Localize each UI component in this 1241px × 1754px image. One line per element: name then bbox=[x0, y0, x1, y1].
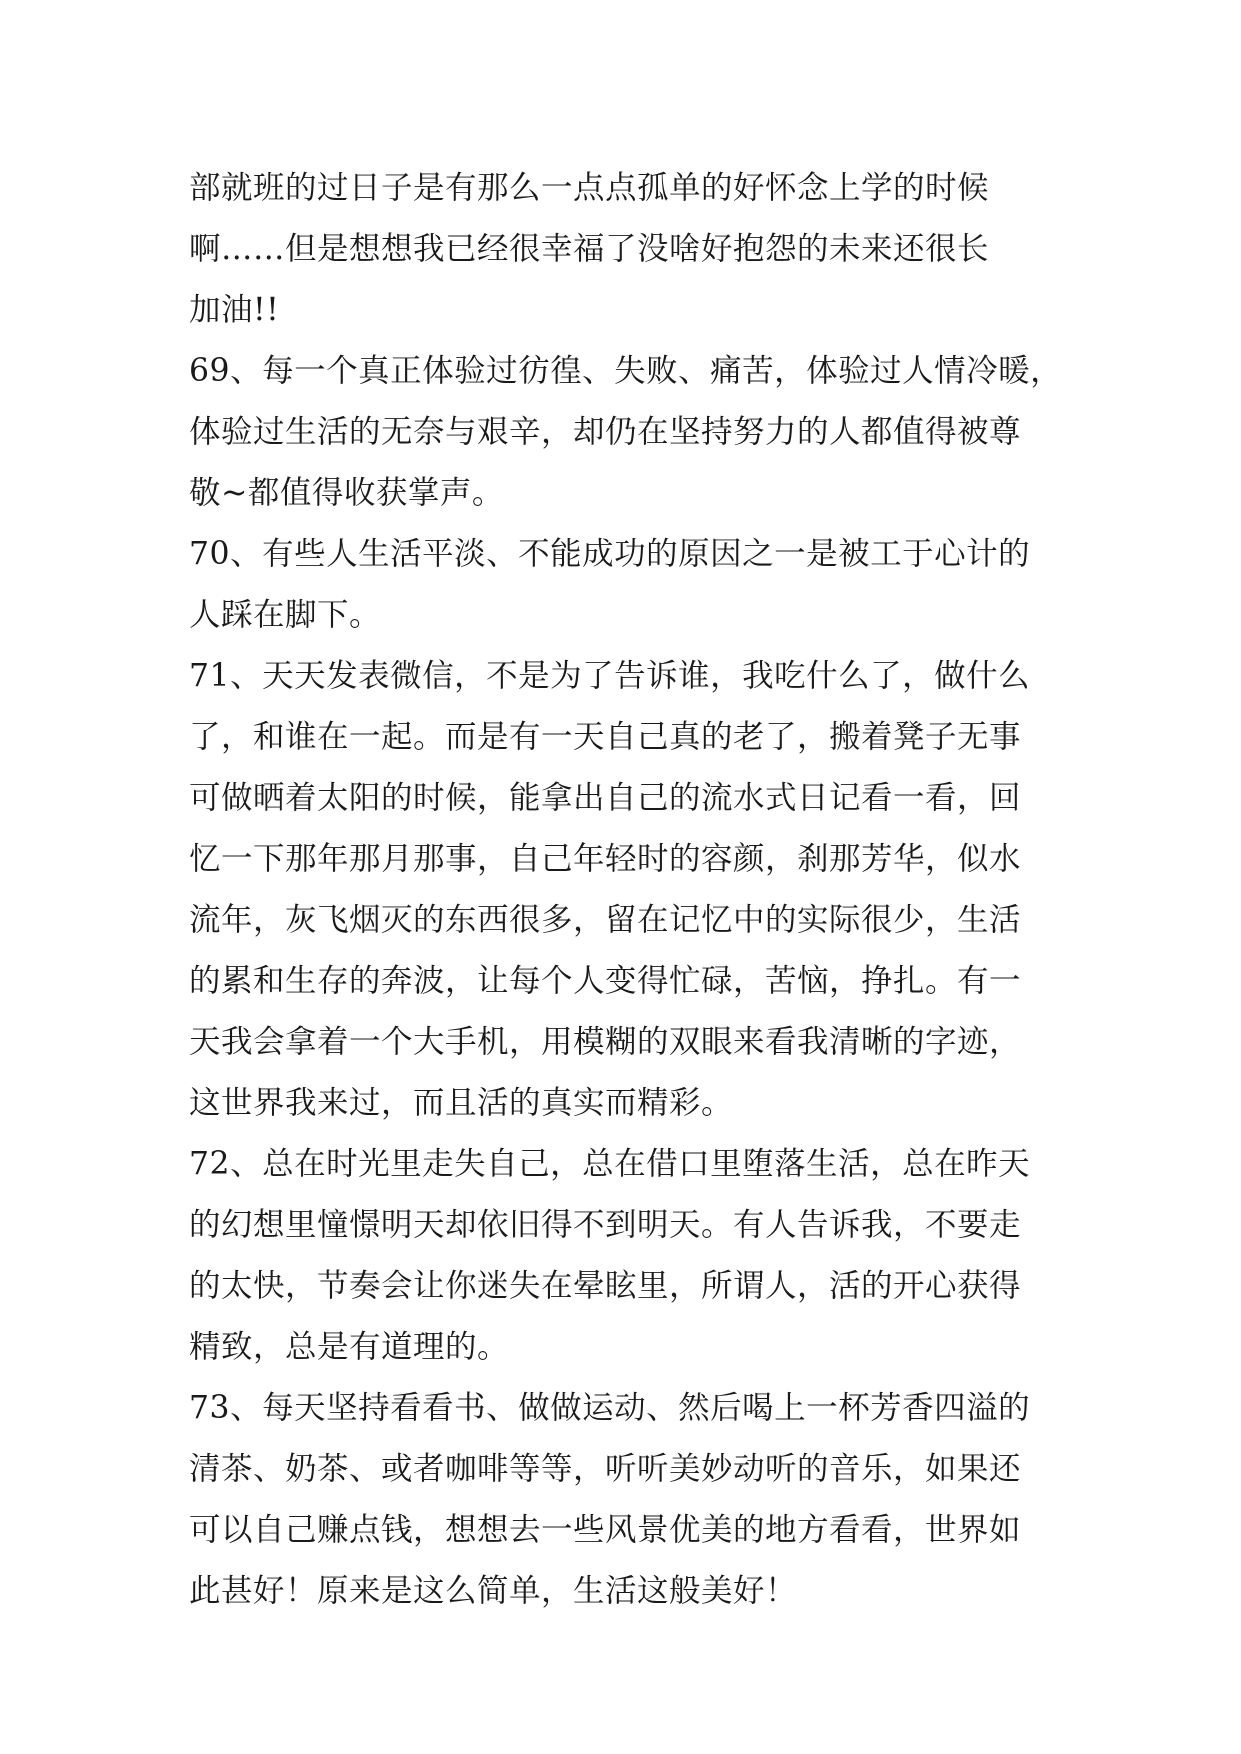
text-line: 的幻想里憧憬明天却依旧得不到明天。有人告诉我，不要走 bbox=[189, 1207, 1022, 1243]
text-line: 忆一下那年那月那事，自己年轻时的容颜，刹那芳华，似水 bbox=[189, 841, 1022, 877]
text-line: 69、每一个真正体验过彷徨、失败、痛苦，体验过人情冷暖， bbox=[189, 353, 1063, 389]
text-line: 此甚好！原来是这么简单，生活这般美好！ bbox=[189, 1573, 798, 1609]
text-line: 敬~都值得收获掌声。 bbox=[189, 475, 504, 511]
text-line: 清茶、奶茶、或者咖啡等等，听听美妙动听的音乐，如果还 bbox=[189, 1451, 1022, 1487]
text-line: 73、每天坚持看看书、做做运动、然后喝上一杯芳香四溢的 bbox=[189, 1390, 1031, 1426]
text-line: 可做晒着太阳的时候，能拿出自己的流水式日记看一看，回 bbox=[189, 780, 1022, 816]
text-line: 精致，总是有道理的。 bbox=[189, 1329, 510, 1365]
text-line: 71、天天发表微信，不是为了告诉谁，我吃什么了，做什么 bbox=[189, 658, 1031, 694]
text-line: 体验过生活的无奈与艰辛，却仍在坚持努力的人都值得被尊 bbox=[189, 414, 1022, 450]
text-line: 70、有些人生活平淡、不能成功的原因之一是被工于心计的 bbox=[189, 536, 1031, 572]
text-line: 部就班的过日子是有那么一点点孤单的好怀念上学的时候 bbox=[189, 170, 990, 206]
text-line: 可以自己赚点钱，想想去一些风景优美的地方看看，世界如 bbox=[189, 1512, 1022, 1548]
text-line: 72、总在时光里走失自己，总在借口里堕落生活，总在昨天 bbox=[189, 1146, 1031, 1182]
document-body bbox=[189, 158, 1063, 1622]
text-line: 这世界我来过，而且活的真实而精彩。 bbox=[189, 1085, 734, 1121]
text-line: 加油!! bbox=[189, 292, 280, 328]
text-line: 啊……但是想想我已经很幸福了没啥好抱怨的未来还很长 bbox=[189, 231, 990, 267]
text-line: 人踩在脚下。 bbox=[189, 597, 382, 633]
text-line: 的太快，节奏会让你迷失在晕眩里，所谓人，活的开心获得 bbox=[189, 1268, 1022, 1304]
text-line: 流年，灰飞烟灭的东西很多，留在记忆中的实际很少，生活 bbox=[189, 902, 1022, 938]
text-line: 天我会拿着一个大手机，用模糊的双眼来看我清晰的字迹， bbox=[189, 1024, 1022, 1060]
text-line: 的累和生存的奔波，让每个人变得忙碌，苦恼，挣扎。有一 bbox=[189, 963, 1022, 999]
text-line: 了，和谁在一起。而是有一天自己真的老了，搬着凳子无事 bbox=[189, 719, 1022, 755]
